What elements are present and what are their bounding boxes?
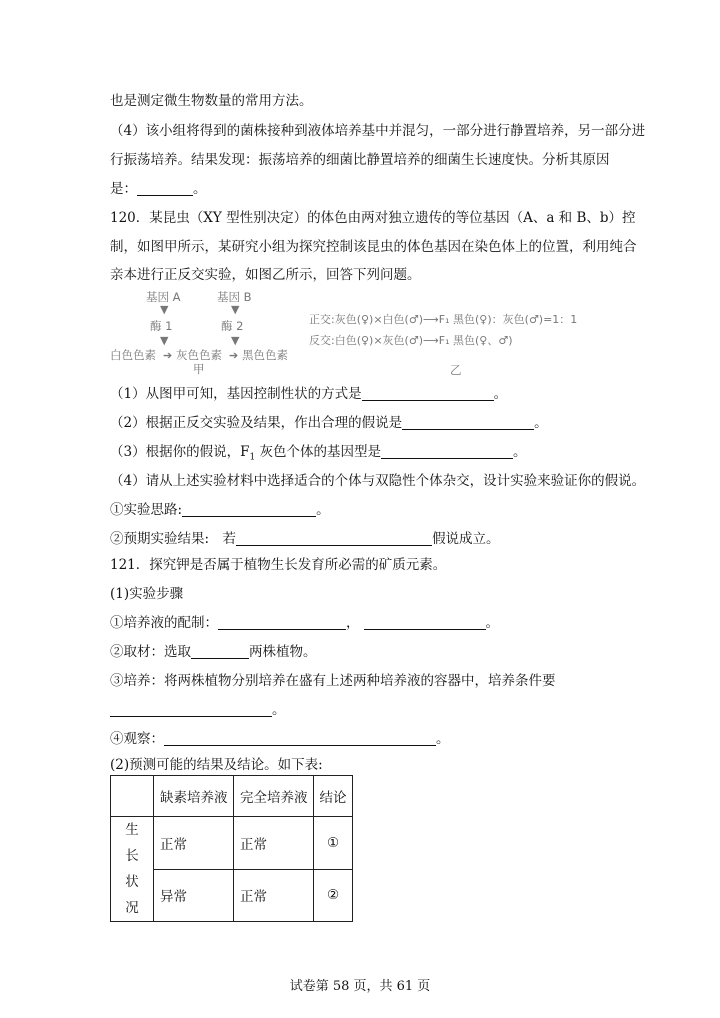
answer-blank[interactable]: [362, 386, 494, 401]
text: 。: [513, 444, 527, 460]
answer-blank[interactable]: [236, 531, 432, 546]
results-table: [110, 775, 353, 922]
table-cell: 正常: [234, 817, 314, 870]
text: 假说成立。: [432, 531, 500, 547]
text: 。: [493, 386, 508, 402]
table-cell: 正常: [154, 817, 234, 870]
text-line: [110, 180, 207, 198]
section-heading: (2)预测可能的结果及结论。如下表:: [110, 757, 323, 773]
answer-blank[interactable]: [218, 615, 346, 630]
text: ②预期实验结果: 若: [110, 531, 237, 547]
expected-result: [110, 530, 500, 548]
text: 灰色个体的基因型是: [255, 444, 381, 460]
text: （1）从图甲可知，基因控制性状的方式是: [110, 386, 362, 402]
text: （3）根据你的假说，F: [110, 444, 250, 460]
cross-forward: 正交:灰色(♀)×白色(♂)⟶F₁ 黑色(♀)：灰色(♂)=1：1: [309, 313, 578, 326]
answer-blank[interactable]: [164, 731, 436, 746]
text: ，: [346, 615, 360, 631]
text-line: （4）该小组将得到的菌株接种到液体培养基中并混匀，一部分进行静置培养，另一部分进: [110, 123, 646, 139]
answer-blank[interactable]: [364, 615, 486, 630]
arrow-right-icon: ➔: [163, 349, 173, 362]
step-3: ③培养：将两株植物分别培养在盛有上述两种培养液的容器中，培养条件要: [110, 673, 556, 689]
text-line: 制，如图甲所示，某研究小组为探究控制该昆虫的体色基因在染色体上的位置，利用纯合: [110, 239, 637, 255]
table-cell: [111, 776, 154, 817]
subquestion-3: [110, 443, 527, 467]
arrow-right-icon: ➔: [229, 349, 239, 362]
step-3-answer: [110, 701, 286, 719]
gene-a-label: 基因 A: [146, 290, 181, 304]
page-footer: 试卷第 58 页，共 61 页: [289, 979, 431, 994]
enzyme-1-label: 酶 1: [150, 319, 173, 333]
experiment-idea: [110, 501, 330, 519]
row-label-cell: 生长状况: [111, 817, 154, 922]
table-cell: ②: [314, 869, 353, 922]
arrow-down-icon: ▼: [231, 303, 240, 316]
arrow-down-icon: ▼: [160, 303, 169, 316]
text-line: 也是测定微生物数量的常用方法。: [110, 93, 313, 109]
answer-blank[interactable]: [402, 415, 534, 430]
arrow-down-icon: ▼: [231, 334, 240, 347]
text: ②取材：选取: [110, 644, 191, 660]
section-heading: (1)实验步骤: [110, 586, 184, 602]
text: 。: [436, 731, 450, 747]
white-pigment-label: 白色色素: [110, 348, 156, 362]
table-header-row: [111, 776, 353, 817]
answer-blank[interactable]: [110, 702, 272, 717]
subquestion-4: （4）请从上述实验材料中选择适合的个体与双隐性个体杂交，设计实验来验证你的假说。: [110, 473, 646, 489]
text: ④观察：: [110, 731, 164, 747]
question-121-text: 121．探究钾是否属于植物生长发育所必需的矿质元素。: [110, 557, 447, 573]
table-cell: 正常: [234, 869, 314, 922]
text: 。: [272, 702, 286, 718]
answer-blank[interactable]: [182, 502, 316, 517]
text: 。: [485, 615, 499, 631]
gray-pigment-label: 灰色色素: [176, 348, 222, 362]
text: 。: [193, 181, 207, 197]
cross-reverse: 反交:白色(♀)×灰色(♂)⟶F₁ 黑色(♀、♂): [309, 334, 513, 347]
figure-label-jia: 甲: [193, 362, 205, 376]
table-cell: ①: [314, 817, 353, 870]
answer-blank[interactable]: [137, 181, 193, 196]
table-row: [111, 817, 353, 870]
text: （2）根据正反交实验及结果，作出合理的假说是: [110, 415, 403, 431]
question-120-text: 120．某昆虫（XY 型性别决定）的体色由两对独立遗传的等位基因（A、a 和 B、b）控: [110, 210, 636, 226]
subscript: 1: [249, 452, 256, 463]
text: 。: [316, 502, 330, 518]
black-pigment-label: 黑色色素: [242, 348, 288, 362]
text: 。: [534, 415, 548, 431]
text: 是：: [110, 181, 137, 197]
figure-label-yi: 乙: [450, 363, 462, 377]
table-cell: 异常: [154, 869, 234, 922]
table-header-cell: 完全培养液: [234, 776, 314, 817]
arrow-down-icon: ▼: [160, 334, 169, 347]
step-4: [110, 730, 450, 748]
text: ①培养液的配制：: [110, 615, 218, 631]
subquestion-1: [110, 385, 507, 403]
table-header-cell: 缺素培养液: [154, 776, 234, 817]
step-1: [110, 614, 499, 632]
text: 两株植物。: [249, 644, 317, 660]
answer-blank[interactable]: [191, 644, 249, 659]
gene-b-label: 基因 B: [217, 290, 252, 304]
enzyme-2-label: 酶 2: [221, 319, 244, 333]
text-line: 亲本进行正反交实验，如图乙所示，回答下列问题。: [110, 267, 421, 283]
text: ①实验思路:: [110, 502, 183, 518]
table-header-cell: 结论: [314, 776, 353, 817]
step-2: [110, 643, 317, 661]
answer-blank[interactable]: [381, 444, 513, 459]
subquestion-2: [110, 414, 548, 432]
text-line: 行振荡培养。结果发现：振荡培养的细菌比静置培养的细菌生长速度快。分析其原因: [110, 152, 610, 168]
